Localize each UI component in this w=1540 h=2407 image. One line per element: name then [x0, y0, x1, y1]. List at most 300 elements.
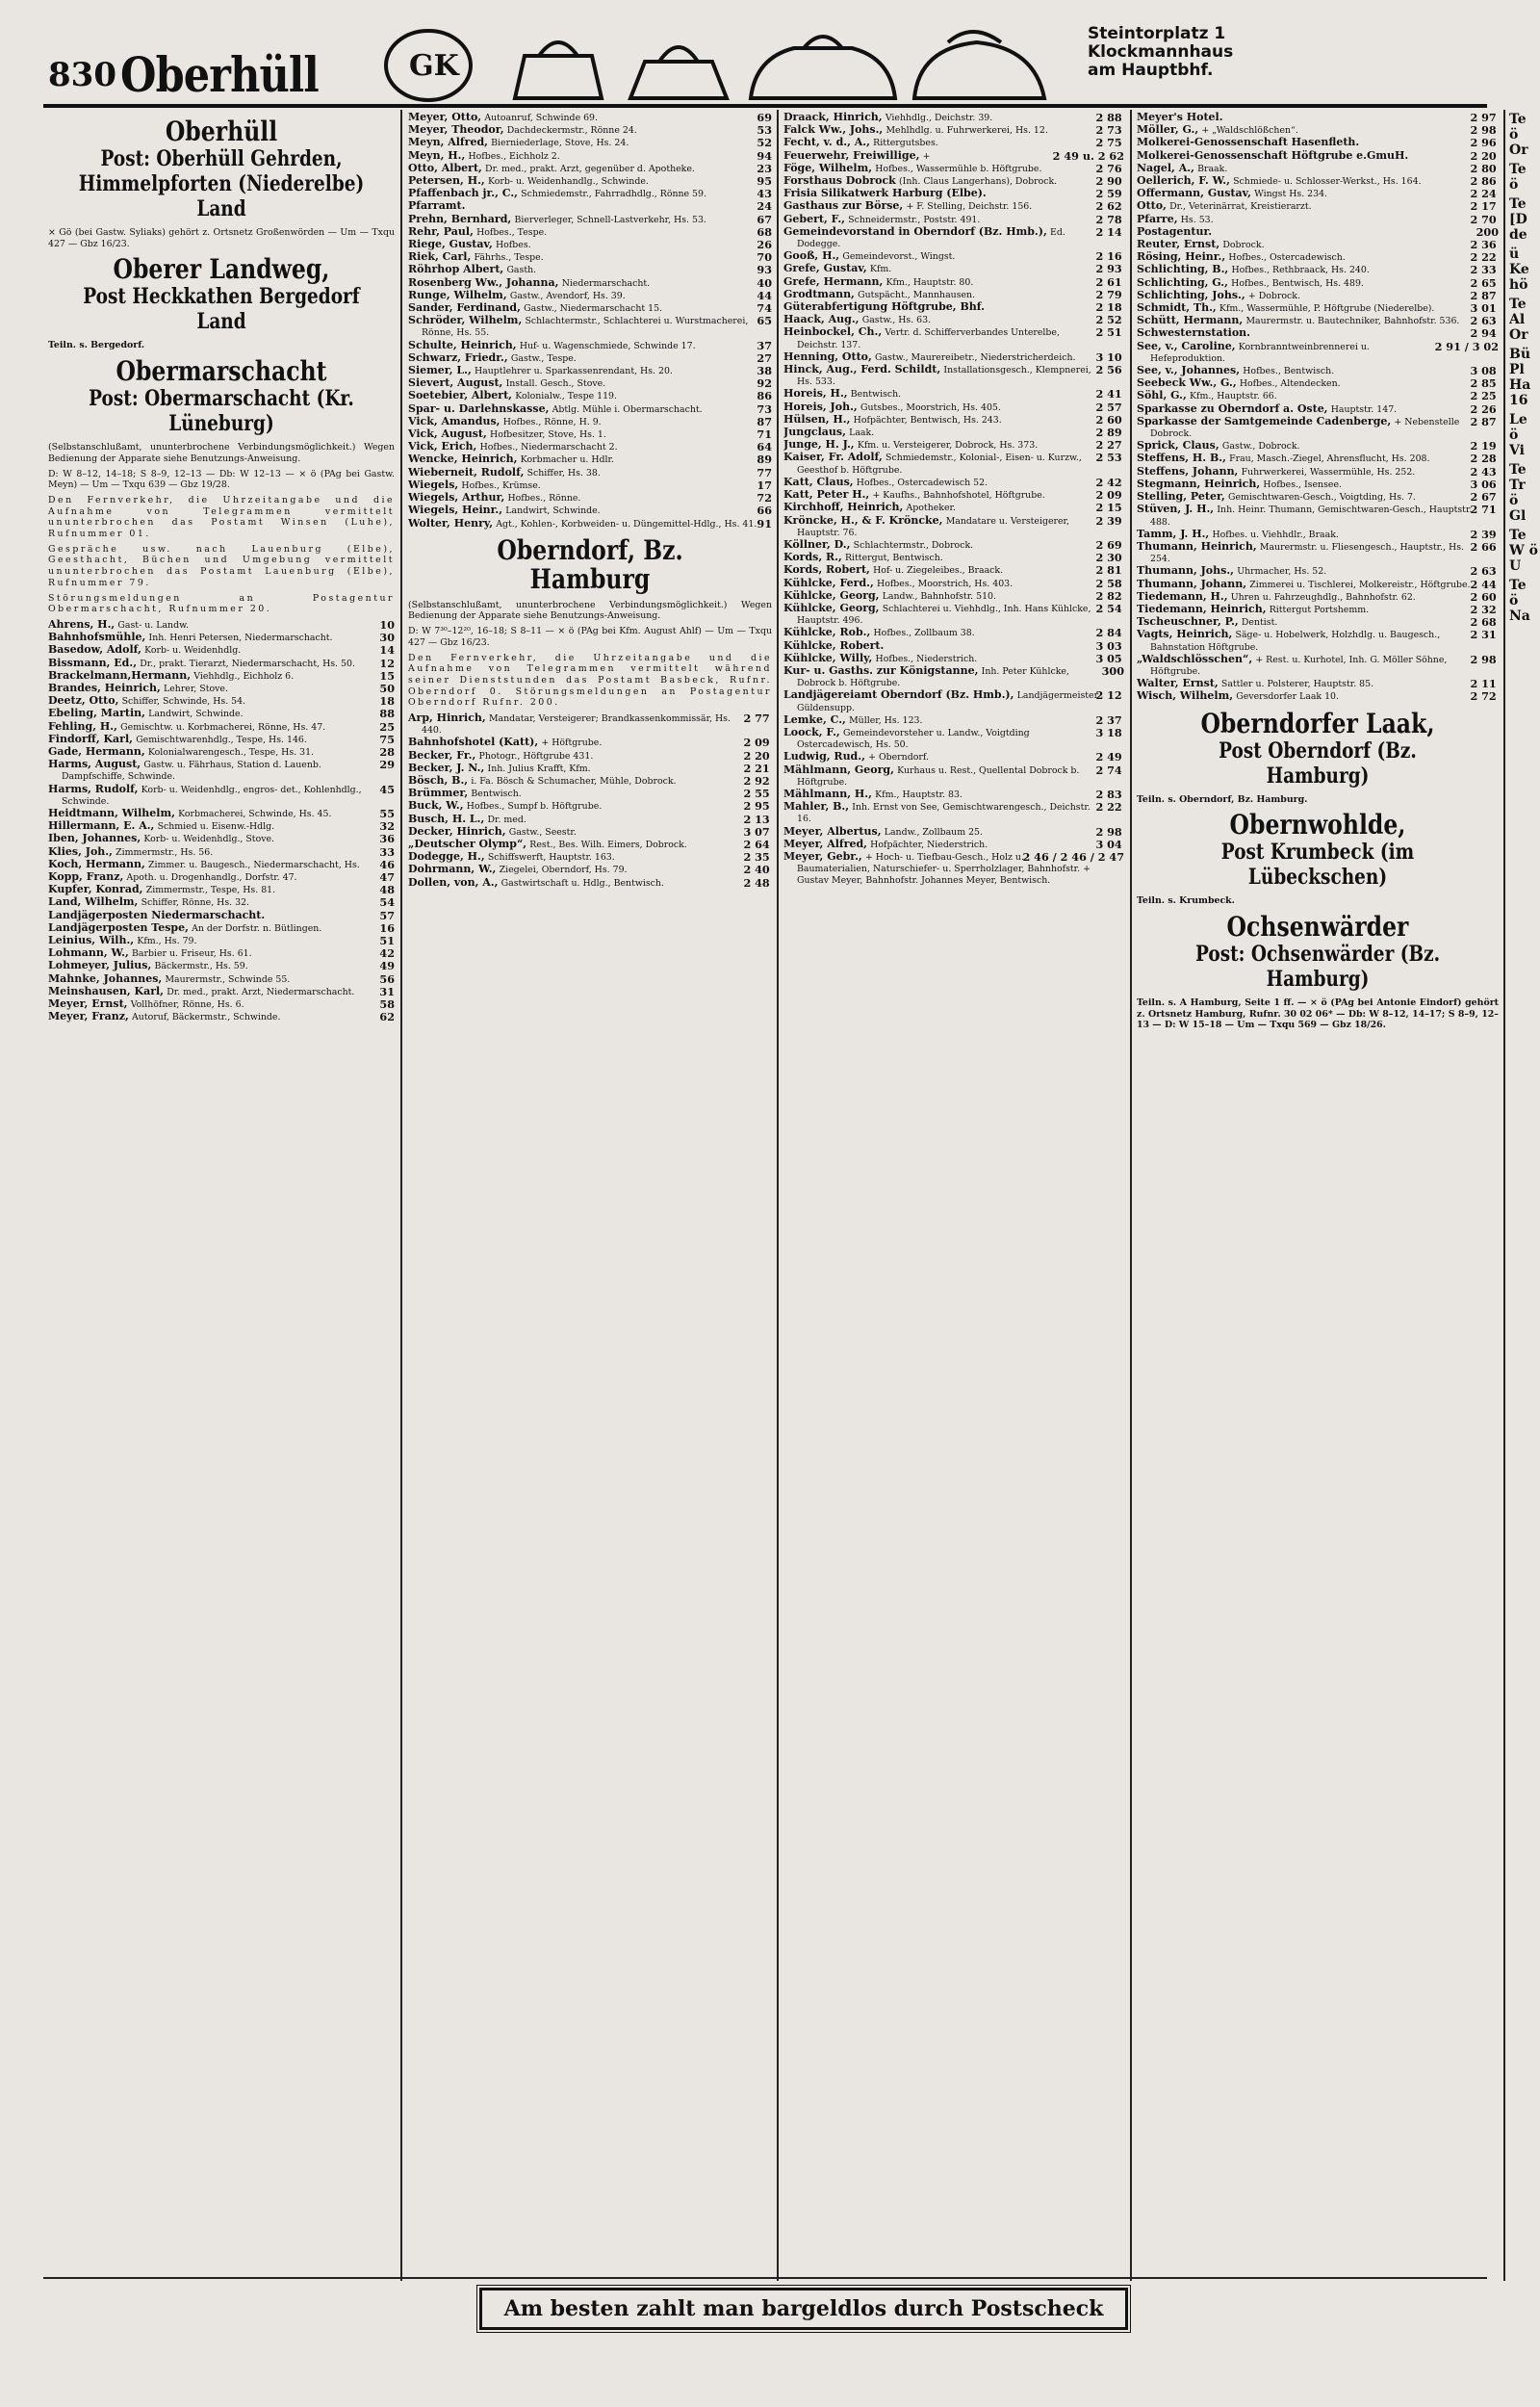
hatbox-icon — [914, 42, 1044, 98]
subscriber-details: Schlachtermstr., Schlachterei u. Wurstmacherei, Rönne, Hs. 55. — [422, 316, 749, 339]
phone-number: 18 — [379, 694, 395, 709]
subscriber-name: Tiedemann, H., — [1137, 589, 1228, 603]
phone-number: 2 48 — [743, 875, 770, 890]
subscriber-name: Junge, H. J., — [783, 438, 855, 452]
phone-number: 2 63 — [1470, 314, 1497, 328]
subscriber-name: Buck, W., — [408, 799, 464, 813]
page-header — [43, 19, 1526, 108]
subscriber-name: Klies, Joh., — [48, 844, 113, 858]
subscriber-details: + Hoch- u. Tiefbau-Gesch., Holz u. Baumaterialien, Naturschiefer- u. Sperrholzlager, Bahnhofstr. + Gustav Meyer, Bahnhofstr. Johannes Meyer, Bentwisch. — [797, 851, 1091, 887]
strip-fragment: Te ö — [1509, 162, 1527, 193]
phone-number: 2 92 — [743, 774, 770, 789]
phone-number: 2 67 — [1470, 490, 1497, 505]
phone-number: 2 90 — [1095, 174, 1122, 189]
subscriber-details: Rest., Bes. Wilh. Eimers, Dobrock. — [529, 840, 687, 851]
phone-number: 12 — [379, 656, 395, 670]
subscriber-details: Landjägermeister Güldensupp. — [797, 690, 1099, 713]
phone-number: 2 83 — [1095, 787, 1122, 801]
subscriber-details: Hauptstr. 147. — [1330, 403, 1398, 415]
subscriber-details: Hofbes., Rethbraack, Hs. 240. — [1231, 265, 1370, 276]
subscriber-details: Bäckermstr., Hs. 59. — [154, 961, 248, 972]
service-note: Den Fernverkehr, die Uhrzeitangabe und die Aufnahme von Telegrammen vermittelt ununterbrochen das Postamt Winsen (Luhe), Rufnummer 01. — [48, 494, 395, 540]
subscriber-details: Autoanruf, Schwinde 69. — [484, 113, 599, 123]
service-note: Teiln. s. Oberndorf, Bz. Hamburg. — [1137, 793, 1308, 805]
subscriber-name: Kopp, Franz, — [48, 870, 124, 884]
subscriber-name: Postagentur. — [1137, 224, 1213, 238]
subscriber-name: Heinbockel, Ch., — [783, 325, 883, 339]
phone-number: 73 — [757, 401, 772, 416]
subscriber-details: Schlachtermstr., Dobrock. — [853, 539, 974, 551]
phone-number: 2 75 — [1095, 136, 1122, 150]
subscriber-name: Harms, Rudolf, — [48, 782, 139, 795]
subscriber-details: Huf- u. Wagenschmiede, Schwinde 17. — [519, 340, 696, 351]
phone-number: 2 69 — [1095, 537, 1122, 552]
advert-box — [1088, 25, 1233, 80]
phone-number: 70 — [757, 250, 772, 265]
phone-number: 2 76 — [1095, 161, 1122, 175]
subscriber-name: Kupfer, Konrad, — [48, 883, 143, 896]
subscriber-details: Gastw., Tespe. — [510, 352, 577, 364]
subscriber-name: Wencke, Heinrich, — [408, 453, 518, 466]
strip-fragment: Te Al Or — [1509, 297, 1528, 343]
subscriber-entry — [783, 665, 1124, 689]
subscriber-name: Reuter, Ernst, — [1137, 238, 1220, 251]
subscriber-details: Rittergut Portshemm. — [1269, 604, 1370, 615]
subscriber-entry — [1137, 188, 1499, 200]
subscriber-details: Hofbes., Bentwisch. — [1243, 366, 1335, 377]
subscriber-details: Viehhdlg., Eichholz 6. — [193, 670, 295, 682]
subscriber-name: Harms, August, — [48, 758, 141, 771]
subscriber-name: See, v., Caroline, — [1137, 339, 1236, 352]
subscriber-name: Rösing, Heinr., — [1137, 250, 1226, 264]
subscriber-name: Kur- u. Gasths. zur Königstanne, — [783, 663, 979, 677]
phone-number: 2 44 — [1470, 577, 1497, 591]
subscriber-name: Güterabfertigung Höftgrube, Bhf. — [783, 300, 985, 314]
subscriber-details: Hofbes., Ostercadewisch. — [1228, 252, 1346, 264]
subscriber-details: Gastw., Niedermarschacht 15. — [524, 303, 663, 315]
column-rule — [1130, 110, 1132, 2281]
phone-number: 2 43 — [1470, 464, 1497, 479]
subscriber-name: Mählmann, H., — [783, 787, 872, 800]
subscriber-name: Otto, Albert, — [408, 161, 482, 174]
subscriber-name: Meinshausen, Karl, — [48, 984, 165, 997]
phone-number: 57 — [379, 908, 395, 922]
phone-number: 16 — [379, 920, 395, 935]
phone-number: 2 22 — [1470, 250, 1497, 265]
subscriber-details: Schmied u. Eisenw.-Hdlg. — [157, 821, 275, 833]
phone-number: 2 58 — [1095, 576, 1122, 590]
subscriber-name: Söhl, G., — [1137, 389, 1187, 402]
phone-number: 40 — [757, 275, 772, 290]
subscriber-name: Hillermann, E. A., — [48, 819, 155, 833]
bag-icon — [515, 56, 602, 98]
phone-number: 2 19 — [1470, 439, 1497, 453]
subscriber-name: Gemeindevorstand in Oberndorf (Bz. Hmb.), — [783, 224, 1047, 238]
subscriber-details: Barbier u. Friseur, Hs. 61. — [131, 948, 252, 960]
subscriber-name: Gade, Hermann, — [48, 744, 145, 758]
phone-number: 2 98 — [1470, 123, 1497, 138]
phone-number: 2 15 — [1095, 501, 1122, 515]
subscriber-details: Gastw., Seestr. — [508, 826, 577, 838]
subscriber-name: Arp, Hinrich, — [408, 712, 486, 725]
subscriber-details: Gastw., Maurereibetr., Niederstricherdeich. — [875, 351, 1076, 363]
phone-number: 2 85 — [1470, 376, 1497, 391]
phone-number: 2 56 — [1095, 363, 1122, 377]
subscriber-details: Dr. med., prakt. Arzt, gegenüber d. Apotheke. — [485, 163, 695, 174]
subscriber-details: Hs. 53. — [1180, 214, 1214, 225]
subscriber-entry — [1137, 541, 1499, 565]
subscriber-entry — [408, 518, 772, 531]
phone-number: 2 63 — [1470, 564, 1497, 579]
subscriber-name: Katt, Peter H., — [783, 488, 870, 502]
subscriber-details: Agt., Kohlen-, Korbweiden- u. Düngemittel-Hdlg., Hs. 41. — [496, 518, 757, 530]
phone-number: 10 — [379, 617, 395, 632]
phone-number: 87 — [757, 414, 772, 428]
subscriber-details: Zimmermstr., Hs. 56. — [116, 846, 214, 858]
subscriber-name: Thumann, Heinrich, — [1137, 539, 1257, 553]
locality-title: Obernwohlde, — [1229, 809, 1406, 841]
post-office: Post Krumbeck (im Lübeckschen) — [1220, 840, 1415, 891]
phone-number: 2 53 — [1095, 451, 1122, 465]
phone-number: 37 — [757, 338, 772, 352]
phone-number: 30 — [379, 631, 395, 645]
phone-number: 2 91 / 3 02 — [1434, 339, 1499, 353]
strip-fragment: Le ö Vi — [1509, 412, 1527, 458]
subscriber-entry — [48, 784, 395, 808]
phone-number: 2 97 — [1470, 112, 1497, 124]
subscriber-name: Kühlcke, Robert. — [783, 638, 885, 652]
subscriber-details: Dobrock. — [1222, 240, 1265, 251]
subscriber-details: Abtlg. Mühle i. Obermarschacht. — [552, 403, 703, 415]
subscriber-details: Vertr. d. Schifferverbandes Unterelbe, Deichstr. 137. — [797, 327, 1060, 350]
locality-title: Oberndorfer Laak, — [1200, 707, 1435, 739]
phone-number: 2 74 — [1095, 763, 1122, 777]
phone-number: 2 61 — [1095, 274, 1122, 289]
phone-number: 2 12 — [1095, 688, 1122, 703]
phone-number: 2 20 — [1470, 148, 1497, 163]
subscriber-name: Molkerei-Genossenschaft Hasenfleth. — [1137, 136, 1360, 149]
phone-number: 71 — [757, 427, 772, 442]
locality-title: Oberndorf, Bz. Hamburg — [497, 533, 683, 595]
strip-fragment: Te ö Na — [1509, 578, 1530, 624]
subscriber-details: Rittergut, Bentwisch. — [844, 553, 943, 564]
phone-number: 3 18 — [1095, 725, 1122, 739]
subscriber-details: Gastw. u. Fährhaus, Station d. Lauenb. Dampfschiffe, Schwinde. — [62, 760, 321, 783]
phone-number: 2 59 — [1095, 187, 1122, 201]
subscriber-name: Sprick, Claus, — [1137, 439, 1219, 453]
subscriber-details: Gastw., Avendorf, Hs. 39. — [509, 290, 626, 301]
page-title: Oberhüll — [120, 46, 319, 103]
subscriber-details: Dr. med., prakt. Arzt, Niedermarschacht. — [167, 986, 355, 997]
subscriber-name: Basedow, Adolf, — [48, 643, 141, 657]
listing-column — [408, 112, 772, 2276]
subscriber-name: Meyer, Ernst, — [48, 997, 128, 1011]
service-note: × Gö (bei Gastw. Syliaks) gehört z. Ortsnetz Großenwörden — Um — Txqu 427 — Gbz 16/23. — [48, 227, 395, 249]
subscriber-details: Korb- u. Weidenhdlg., Stove. — [143, 834, 275, 845]
phone-number: 2 26 — [1470, 401, 1497, 416]
subscriber-details: Hofbes., Ostercadewisch 52. — [856, 477, 988, 488]
phone-number: 2 33 — [1470, 263, 1497, 277]
subscriber-name: Petersen, H., — [408, 174, 485, 188]
strip-fragment: Te ö Or — [1509, 112, 1528, 158]
subscriber-details: Hofbes. u. Viehhdlr., Braak. — [1212, 529, 1339, 540]
subscriber-name: Vagts, Heinrich, — [1137, 628, 1233, 641]
phone-number: 2 52 — [1095, 313, 1122, 327]
subscriber-details: Hofbes., Eichholz 2. — [468, 150, 560, 162]
subscriber-entry — [783, 452, 1124, 476]
service-note: Störungsmeldungen an Postagentur Obermarschacht, Rufnummer 20. — [48, 592, 395, 615]
subscriber-details: (Inh. Claus Langerhans), Dobrock. — [898, 176, 1058, 188]
phone-number: 2 36 — [1470, 238, 1497, 252]
subscriber-name: Sander, Ferdinand, — [408, 301, 521, 315]
phone-number: 3 07 — [743, 824, 770, 839]
subscriber-name: Offermann, Gustav, — [1137, 187, 1251, 200]
subscriber-details: Hofbesitzer, Stove, Hs. 1. — [490, 429, 606, 441]
phone-number: 2 65 — [1470, 275, 1497, 290]
phone-number: 91 — [757, 516, 772, 531]
subscriber-details: Korb- u. Weidenhandlg., Schwinde. — [487, 176, 649, 188]
post-office: Post: Ochsenwärder (Bz. Hamburg) — [1194, 941, 1441, 992]
subscriber-name: Sparkasse der Samtgemeinde Cadenberge, — [1137, 414, 1392, 427]
subscriber-details: Rittergutsbes. — [873, 138, 938, 149]
locality-heading — [48, 357, 395, 436]
subscriber-name: Steffens, Johann, — [1137, 464, 1239, 478]
subscriber-details: Inh. Peter Kühlcke, Dobrock b. Höftgrube. — [797, 665, 1069, 689]
subscriber-name: Stegmann, Heinrich, — [1137, 477, 1261, 490]
subscriber-details: Korbmacher u. Hdlr. — [520, 454, 614, 466]
subscriber-name: Lohmeyer, Julius, — [48, 959, 152, 972]
subscriber-details: Apotheker. — [906, 503, 956, 514]
subscriber-entry — [783, 364, 1124, 388]
phone-number: 26 — [757, 238, 772, 252]
phone-number: 64 — [757, 440, 772, 454]
subscriber-entry — [1137, 504, 1499, 528]
subscriber-details: Fuhrwerkerei, Wassermühle, Hs. 252. — [1241, 466, 1416, 478]
phone-number: 2 20 — [743, 748, 770, 763]
subscriber-name: Kühlcke, Rob., — [783, 626, 871, 639]
phone-number: 2 17 — [1470, 199, 1497, 214]
service-note: Teiln. s. Bergedorf. — [48, 340, 145, 351]
subscriber-details: Hofbes. — [495, 240, 531, 251]
subscriber-name: Decker, Hinrich, — [408, 824, 506, 838]
phone-number: 2 40 — [743, 863, 770, 877]
subscriber-details: Frau, Masch.-Ziegel, Ahrensflucht, Hs. 208. — [1229, 453, 1430, 465]
subscriber-name: Röhrhop Albert, — [408, 263, 504, 276]
subscriber-details: Zimmermstr., Tespe, Hs. 81. — [145, 885, 276, 896]
column-rule — [400, 110, 402, 2281]
subscriber-details: Kfm. — [869, 264, 892, 275]
phone-number: 2 87 — [1470, 288, 1497, 302]
phone-number: 51 — [379, 934, 395, 948]
phone-number: 50 — [379, 681, 395, 695]
subscriber-details: + Kaufhs., Bahnhofshotel, Höftgrube. — [872, 490, 1045, 502]
phone-number: 2 70 — [1470, 212, 1497, 226]
subscriber-name: Schlichting, B., — [1137, 263, 1229, 276]
phone-number: 66 — [757, 504, 772, 518]
subscriber-details: Mandatar, Versteigerer; Brandkassenkommissär, Hs. 440. — [422, 713, 731, 737]
phone-number: 2 13 — [743, 812, 770, 826]
subscriber-name: Hülsen, H., — [783, 412, 851, 426]
service-note: Gespräche usw. nach Lauenburg (Elbe), Geesthacht, Büchen und Umgebung vermittelt ununterbrochen das Postamt Lauenburg (Elbe), Rufnummer 79. — [48, 543, 395, 588]
subscriber-details: Hof- u. Ziegeleibes., Braack. — [873, 565, 1004, 577]
subscriber-name: Gebert, F., — [783, 212, 845, 225]
subscriber-name: Meyer, Franz, — [48, 1010, 129, 1023]
subscriber-details: Kfm., Wassermühle, P. Höftgrube (Niederelbe). — [1219, 303, 1435, 315]
phone-number: 2 49 — [1095, 750, 1122, 764]
subscriber-details: Dachdeckermstr., Rönne 24. — [506, 125, 637, 137]
subscriber-name: Lohmann, W., — [48, 946, 129, 960]
phone-number: 2 16 — [1095, 249, 1122, 264]
subscriber-details: Dr., Veterinärrat, Kreistierarzt. — [1169, 201, 1312, 213]
advert-line: Steintorplatz 1 — [1088, 24, 1226, 43]
subscriber-details: Hofbes., Rönne. — [507, 493, 581, 505]
service-note: D: W 8–12, 14–18; S 8–9, 12–13 — Db: W 12–13 — × ö (PAg bei Gastw. Meyn) — Um — Txqu 639 — Gbz 19/28. — [48, 468, 395, 491]
phone-number: 92 — [757, 376, 772, 391]
phone-number: 2 35 — [743, 850, 770, 865]
subscriber-details: Maurermstr. u. Bautechniker, Bahnhofstr. 536. — [1245, 316, 1460, 327]
phone-number: 75 — [379, 732, 395, 746]
subscriber-details: Hofbes., Niedermarschacht 2. — [479, 442, 618, 453]
phone-number: 49 — [379, 959, 395, 973]
subscriber-details: Landwirt, Schwinde. — [148, 709, 244, 720]
subscriber-details: Schiffer, Rönne, Hs. 32. — [141, 897, 250, 909]
subscriber-name: Seebeck Ww., G., — [1137, 376, 1237, 390]
subscriber-name: Spar- u. Darlehnskasse, — [408, 401, 550, 415]
subscriber-details: Kurhaus u. Rest., Quellental Dobrock b. Höftgrube. — [797, 764, 1080, 788]
subscriber-name: Bissmann, Ed., — [48, 656, 138, 669]
subscriber-details: Hofbes., Tespe. — [476, 226, 548, 238]
service-note: Teiln. s. A Hamburg, Seite 1 ff. — × ö (PAg bei Antonie Eindorf) gehört z. Ortsnetz Hamburg, Rufnr. 30 02 06* — Db: W 8–12, 14–17; S 8–9, 12–13 — D: W 15–18 — Um — Txqu 569 — Gbz 18/26. — [1137, 996, 1499, 1031]
subscriber-name: Mahnke, Johannes, — [48, 971, 163, 985]
subscriber-name: Henning, Otto, — [783, 349, 872, 363]
subscriber-details: Niedermarschacht. — [561, 277, 651, 289]
subscriber-name: Fehling, H., — [48, 719, 117, 733]
phone-number: 2 81 — [1095, 563, 1122, 578]
phone-number: 2 78 — [1095, 212, 1122, 226]
phone-number: 2 22 — [1095, 800, 1122, 815]
logo-monogram: GK — [409, 49, 459, 83]
subscriber-name: Schmidt, Th., — [1137, 301, 1217, 315]
phone-number: 2 28 — [1470, 452, 1497, 466]
subscriber-name: Schlichting, G., — [1137, 275, 1228, 289]
subscriber-name: Möller, G., — [1137, 123, 1199, 137]
subscriber-entry — [1137, 690, 1499, 703]
phone-number: 94 — [757, 148, 772, 163]
phone-number: 2 82 — [1095, 588, 1122, 603]
subscriber-details: + Rest. u. Kurhotel, Inh. G. Möller Söhne, Höftgrube. — [1150, 654, 1448, 677]
bag-icon — [630, 62, 727, 98]
phone-number: 17 — [757, 478, 772, 492]
phone-number: 56 — [379, 971, 395, 986]
phone-number: 2 42 — [1095, 475, 1122, 489]
subscriber-details: Hofbes., Krümse. — [461, 479, 541, 491]
phone-number: 2 72 — [1470, 689, 1497, 704]
subscriber-details: Schmiede- u. Schlosser-Werkst., Hs. 164. — [1233, 176, 1422, 188]
subscriber-details: Maurermstr., Schwinde 55. — [165, 973, 291, 985]
subscriber-name: Landjägerposten Niedermarschacht. — [48, 908, 266, 921]
subscriber-details: Gemeindevorsteher u. Landw., Voigtding Ostercadewisch, Hs. 50. — [797, 727, 1030, 751]
subscriber-details: Hofbes., Wassermühle b. Höftgrube. — [875, 163, 1042, 174]
subscriber-details: Hofbes., Rönne, H. 9. — [502, 416, 602, 427]
subscriber-entry — [783, 801, 1124, 825]
locality-heading — [408, 533, 772, 595]
subscriber-details: Bierniederlage, Stove, Hs. 24. — [491, 138, 629, 149]
locality-heading — [48, 255, 395, 334]
phone-number: 2 55 — [743, 787, 770, 801]
footer-slogan: Am besten zahlt man bargeldlos durch Postscheck — [479, 2288, 1128, 2330]
subscriber-name: Mählmann, Georg, — [783, 763, 894, 776]
phone-number: 31 — [379, 984, 395, 998]
service-note: D: W 7³⁰–12²⁰, 16–18; S 8–11 — × ö (PAg bei Kfm. August Ahlf) — Um — Txqu 427 — Gbz 16/23. — [408, 626, 772, 648]
phone-number: 68 — [757, 224, 772, 239]
footer-rule — [43, 2277, 1487, 2279]
subscriber-details: Gemischtwaren-Gesch., Voigtding, Hs. 7. — [1227, 492, 1416, 504]
subscriber-details: Kfm., Hauptstr. 80. — [886, 276, 974, 288]
phone-number: 2 57 — [1095, 400, 1122, 414]
phone-number: 2 30 — [1095, 551, 1122, 565]
subscriber-name: Busch, H. L., — [408, 812, 485, 825]
subscriber-details: Maurermstr. u. Fliesengesch., Hauptstr., Hs. 254. — [1150, 541, 1465, 565]
subscriber-name: Loock, F., — [783, 725, 840, 738]
subscriber-details: Korb- u. Weidenhdlg. — [144, 645, 242, 657]
phone-number: 45 — [379, 782, 395, 796]
phone-number: 2 32 — [1470, 602, 1497, 616]
post-office: Post Heckkathen Bergedorf Land — [83, 284, 360, 335]
subscriber-name: Draack, Hinrich, — [783, 112, 883, 123]
subscriber-details: Korb- u. Weidenhdlg., engros- det., Kohlenhdlg., Schwinde. — [62, 784, 362, 807]
phone-number: 3 10 — [1095, 349, 1122, 364]
subscriber-name: Kröncke, H., & F. Kröncke, — [783, 513, 943, 527]
subscriber-name: Gooß, H., — [783, 249, 840, 263]
subscriber-name: Hinck, Aug., Ferd. Schildt, — [783, 363, 941, 376]
subscriber-name: Kaiser, Fr. Adolf, — [783, 451, 883, 464]
subscriber-details: Schneidermstr., Poststr. 491. — [848, 214, 981, 225]
subscriber-name: See, v., Johannes, — [1137, 364, 1241, 377]
phone-number: 2 54 — [1095, 601, 1122, 615]
phone-number: 58 — [379, 997, 395, 1012]
subscriber-details: Wingst Hs. 234. — [1254, 189, 1328, 200]
subscriber-details: Kfm., Hs. 79. — [137, 936, 197, 947]
phone-number: 38 — [757, 364, 772, 378]
subscriber-details: Landwirt, Schwinde. — [505, 505, 601, 517]
phone-number: 2 31 — [1470, 628, 1497, 642]
subscriber-entry — [1137, 629, 1499, 653]
phone-number: 53 — [757, 123, 772, 138]
subscriber-name: Pfarre, — [1137, 212, 1178, 225]
locality-heading — [1137, 811, 1499, 890]
subscriber-details: Schiffswerft, Hauptstr. 163. — [487, 852, 615, 864]
phone-number: 200 — [1476, 224, 1499, 239]
subscriber-details: Install. Gesch., Stove. — [505, 378, 606, 390]
header-rule — [43, 104, 1487, 108]
subscriber-name: Gasthaus zur Börse, — [783, 199, 904, 213]
phone-number: 77 — [757, 465, 772, 479]
subscriber-name: Lemke, C., — [783, 712, 846, 726]
subscriber-name: Feuerwehr, Freiwillige, — [783, 148, 920, 162]
subscriber-details: Müller, Hs. 123. — [849, 714, 923, 726]
phone-number: 2 21 — [743, 761, 770, 775]
phone-number: 2 37 — [1095, 712, 1122, 727]
subscriber-details: Lehrer, Stove. — [164, 683, 228, 694]
subscriber-details: Inh. Julius Krafft, Kfm. — [487, 763, 591, 774]
phone-number: 3 06 — [1470, 477, 1497, 491]
phone-number: 2 25 — [1470, 389, 1497, 403]
phone-number: 2 60 — [1470, 589, 1497, 604]
subscriber-name: Horeis, H., — [783, 387, 848, 401]
advert-line: Klockmannhaus — [1088, 42, 1234, 62]
subscriber-details: Gast- u. Landw. — [117, 619, 189, 631]
subscriber-name: Horeis, Joh., — [783, 400, 858, 413]
